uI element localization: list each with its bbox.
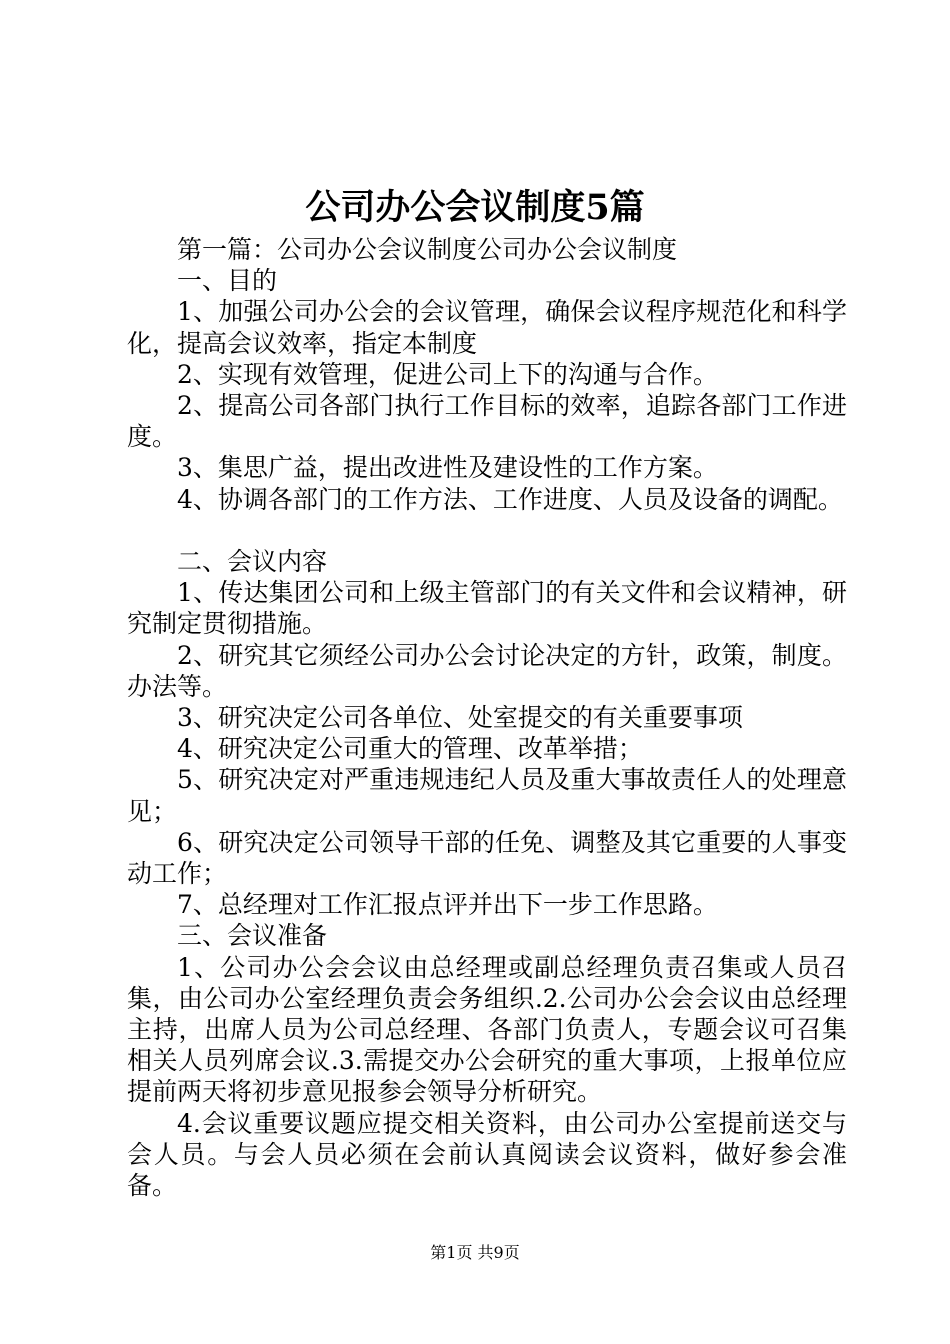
paragraph-purpose-4: 4、协调各部门的工作方法、工作进度、人员及设备的调配。	[177, 484, 843, 514]
paragraph-preparation-4: 4.会议重要议题应提交相关资料，由公司办公室提前送交与会人员。与会人员必须在会前认真阅读会议资料，做好参会准备。	[127, 1108, 847, 1201]
page-footer: 第1页 共9页	[430, 1243, 520, 1262]
paragraph-content-3: 3、研究决定公司各单位、处室提交的有关重要事项	[177, 703, 743, 733]
paragraph-purpose-2b: 2、提高公司各部门执行工作目标的效率，追踪各部门工作进度。	[127, 391, 847, 452]
document-title: 公司办公会议制度5篇	[305, 187, 645, 228]
document-body	[127, 234, 847, 1201]
paragraph-preparation-1: 1、公司办公会会议由总经理或副总经理负责召集或人员召集，由公司办公室经理负责会务组织.2.公司办公会会议由总经理主持，出席人员为公司总经理、各部门负责人，专题会议可召集相关人员列席会议.3.需提交办公会研究的重大事项，上报单位应提前两天将初步意见报参会领导分析研究。	[127, 952, 847, 1107]
paragraph-purpose-1: 1、加强公司办公会的会议管理，确保会议程序规范化和科学化，提高会议效率，指定本制度	[127, 297, 847, 358]
paragraph-section-content: 二、会议内容	[177, 547, 328, 577]
paragraph-content-2: 2、研究其它须经公司办公会讨论决定的方针，政策，制度。办法等。	[127, 640, 847, 701]
blank-line	[127, 515, 847, 546]
paragraph-purpose-3: 3、集思广益，提出改进性及建设性的工作方案。	[177, 453, 718, 483]
paragraph-section-purpose: 一、目的	[177, 266, 278, 296]
paragraph-content-5: 5、研究决定对严重违规违纪人员及重大事故责任人的处理意见；	[127, 765, 847, 826]
paragraph-content-7: 7、总经理对工作汇报点评并出下一步工作思路。	[177, 890, 718, 920]
paragraph-part1-heading: 第一篇：公司办公会议制度公司办公会议制度	[177, 235, 678, 264]
paragraph-content-4: 4、研究决定公司重大的管理、改革举措；	[177, 734, 643, 764]
paragraph-purpose-2: 2、实现有效管理，促进公司上下的沟通与合作。	[177, 359, 718, 389]
paragraph-section-preparation: 三、会议准备	[177, 921, 328, 951]
paragraph-content-6: 6、研究决定公司领导干部的任免、调整及其它重要的人事变动工作；	[127, 827, 847, 889]
paragraph-content-1: 1、传达集团公司和上级主管部门的有关文件和会议精神，研究制定贯彻措施。	[127, 578, 847, 639]
